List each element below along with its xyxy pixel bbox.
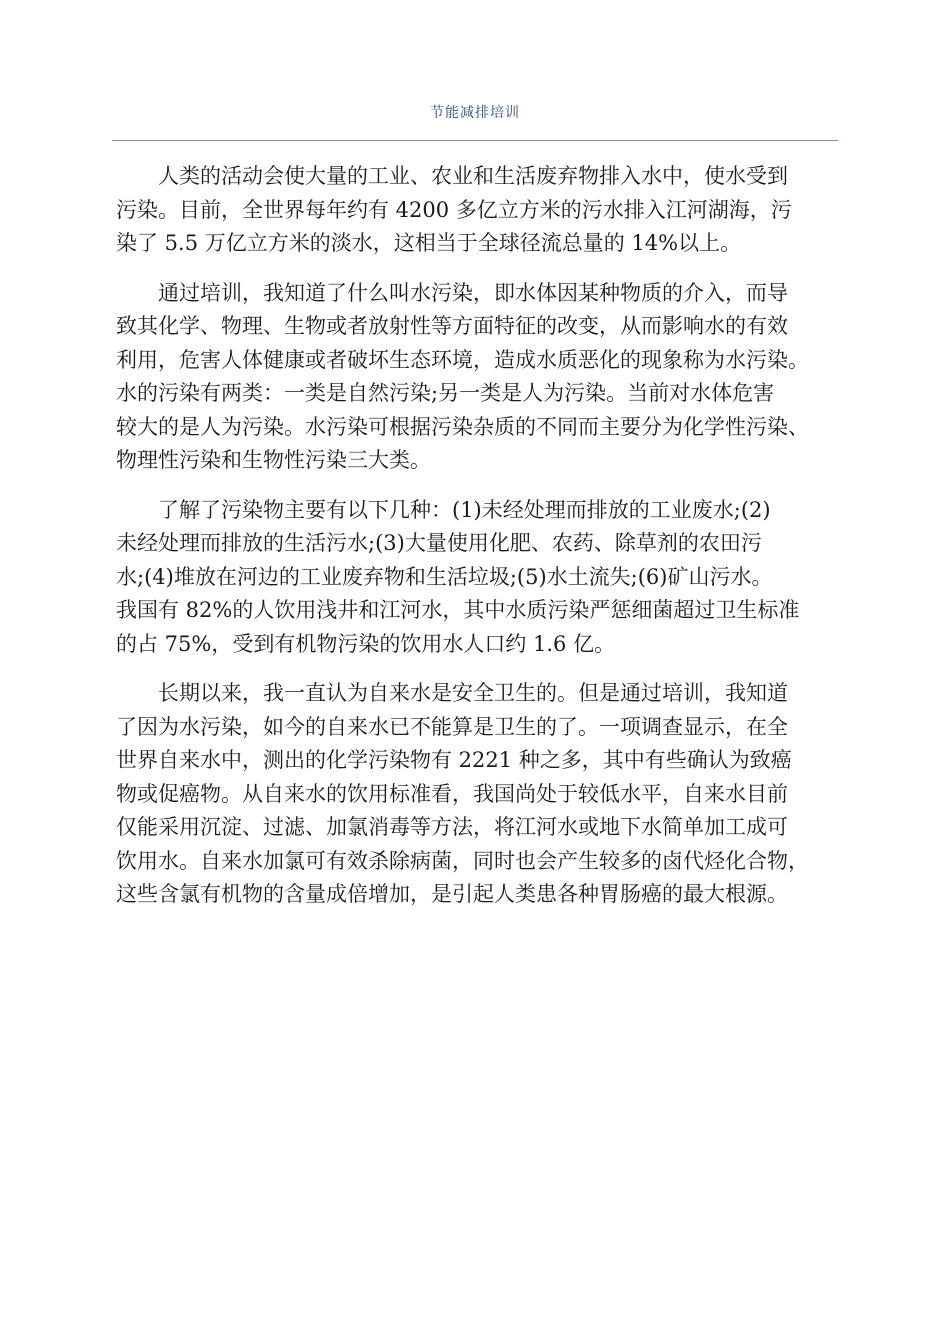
page-header-title: 节能减排培训 (430, 105, 520, 121)
paragraph-4: 长期以来，我一直认为自来水是安全卫生的。但是通过培训，我知道 了因为水污染，如今的自来水已不能算是卫生的了。一项调查显示，在全 世界自来水中，测出的化学污染物有 2221 种之多，其中有些确认为致癌 物或促癌物。从自来水的饮用标准看，我国尚处于较低水平，自来水目前 仅能采用沉淀、过滤、加氯消毒等方法，将江河水或地下水简单加工成可 饮用水。自来水加氯可有效杀除病菌，同时也会产生较多的卤代烃化合物， 这些含氯有机物的含量成倍增加，是引起人类患各种胃肠癌的最大根源。 (116, 681, 809, 906)
document-body (116, 160, 842, 928)
paragraph-3: 了解了污染物主要有以下几种：(1)未经处理而排放的工业废水;(2) 未经处理而排放的生活污水;(3)大量使用化肥、农药、除草剂的农田污 水;(4)堆放在河边的工业废弃物和生活垃圾;(5)水土流失;(6)矿山污水。 我国有 82%的人饮用浅井和江河水，其中水质污染严惩细菌超过卫生标准 的占 75%，受到有机物污染的饮用水人口约 1.6 亿。 (116, 497, 800, 656)
header-divider (112, 140, 838, 141)
paragraph-2: 通过培训，我知道了什么叫水污染，即水体因某种物质的介入，而导 致其化学、物理、生物或者放射性等方面特征的改变，从而影响水的有效 利用，危害人体健康或者破坏生态环境，造成水质恶化的现象称为水污染。 水的污染有两类：一类是自然污染;另一类是人为污染。当前对水体危害 较大的是人为污染。水污染可根据污染杂质的不同而主要分为化学性污染、 物理性污染和生物性污染三大类。 (116, 280, 809, 472)
paragraph-1: 人类的活动会使大量的工业、农业和生活废弃物排入水中，使水受到 污染。目前，全世界每年约有 4200 多亿立方米的污水排入江河湖海，污 染了 5.5 万亿立方米的淡水，这相当于全球径流总量的 14%以上。 (116, 164, 792, 255)
